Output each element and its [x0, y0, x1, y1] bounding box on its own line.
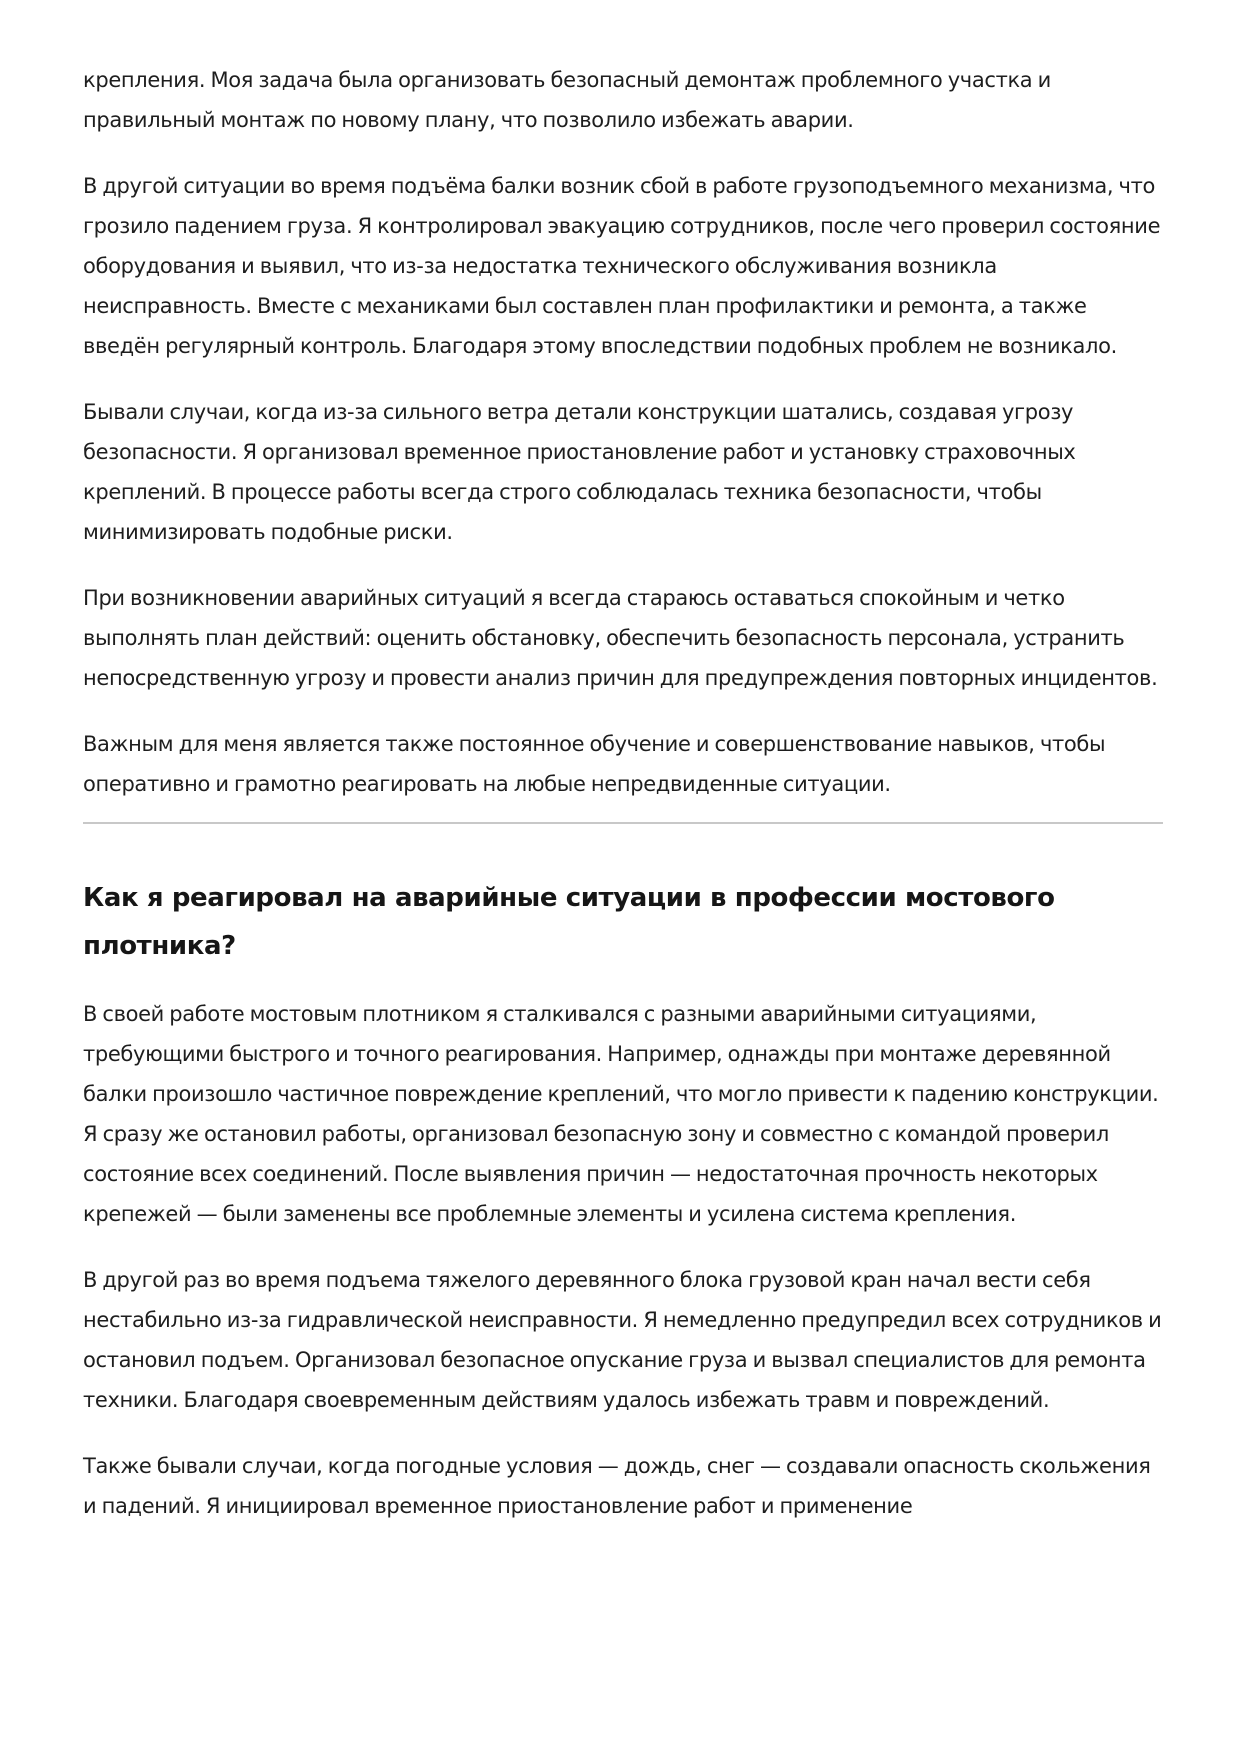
- paragraph: Также бывали случаи, когда погодные условия — дождь, снег — создавали опасность скольжения и падений. Я инициировал временное приостановление работ и применение: [83, 1454, 1151, 1518]
- paragraph: При возникновении аварийных ситуаций я всегда стараюсь оставаться спокойным и четко выполнять план действий: оценить обстановку, обеспечить безопасность персонала, устранить непосредственную угрозу и провести анализ причин для предупреждения повторных инцидентов.: [83, 586, 1158, 690]
- paragraph: Важным для меня является также постоянное обучение и совершенствование навыков, чтобы оперативно и грамотно реагировать на любые непредвиденные ситуации.: [83, 732, 1106, 796]
- section-heading: Как я реагировал на аварийные ситуации в профессии мостового плотника?: [83, 883, 1055, 961]
- article-section-emergency-response: [83, 874, 1163, 1526]
- paragraph: крепления. Моя задача была организовать безопасный демонтаж проблемного участка и правильный монтаж по новому плану, что позволило избежать аварии.: [83, 68, 1051, 132]
- paragraph: Бывали случаи, когда из-за сильного ветра детали конструкции шатались, создавая угрозу безопасности. Я организовал временное приостановление работ и установку страховочных креплений. В процессе работы всегда строго соблюдалась техника безопасности, чтобы минимизировать подобные риски.: [83, 400, 1076, 544]
- paragraph: В другой раз во время подъема тяжелого деревянного блока грузовой кран начал вести себя нестабильно из-за гидравлической неисправности. Я немедленно предупредил всех сотрудников и остановил подъем. Организовал безопасное опускание груза и вызвал специалистов для ремонта техники. Благодаря своевременным действиям удалось избежать травм и повреждений.: [83, 1268, 1162, 1412]
- section-divider: [83, 822, 1163, 824]
- paragraph: В другой ситуации во время подъёма балки возник сбой в работе грузоподъемного механизма, что грозило падением груза. Я контролировал эвакуацию сотрудников, после чего проверил состояние оборудования и выявил, что из-за недостатка технического обслуживания возникла неисправность. Вместе с механиками был составлен план профилактики и ремонта, а также введён регулярный контроль. Благодаря этому впоследствии подобных проблем не возникало.: [83, 174, 1161, 358]
- article-page: [83, 0, 1163, 1526]
- paragraph: В своей работе мостовым плотником я сталкивался с разными аварийными ситуациями, требующими быстрого и точного реагирования. Например, однажды при монтаже деревянной балки произошло частичное повреждение креплений, что могло привести к падению конструкции. Я сразу же остановил работы, организовал безопасную зону и совместно с командой проверил состояние всех соединений. После выявления причин — недостаточная прочность некоторых крепежей — были заменены все проблемные элементы и усилена система крепления.: [83, 1002, 1159, 1226]
- article-section-previous: [83, 60, 1163, 804]
